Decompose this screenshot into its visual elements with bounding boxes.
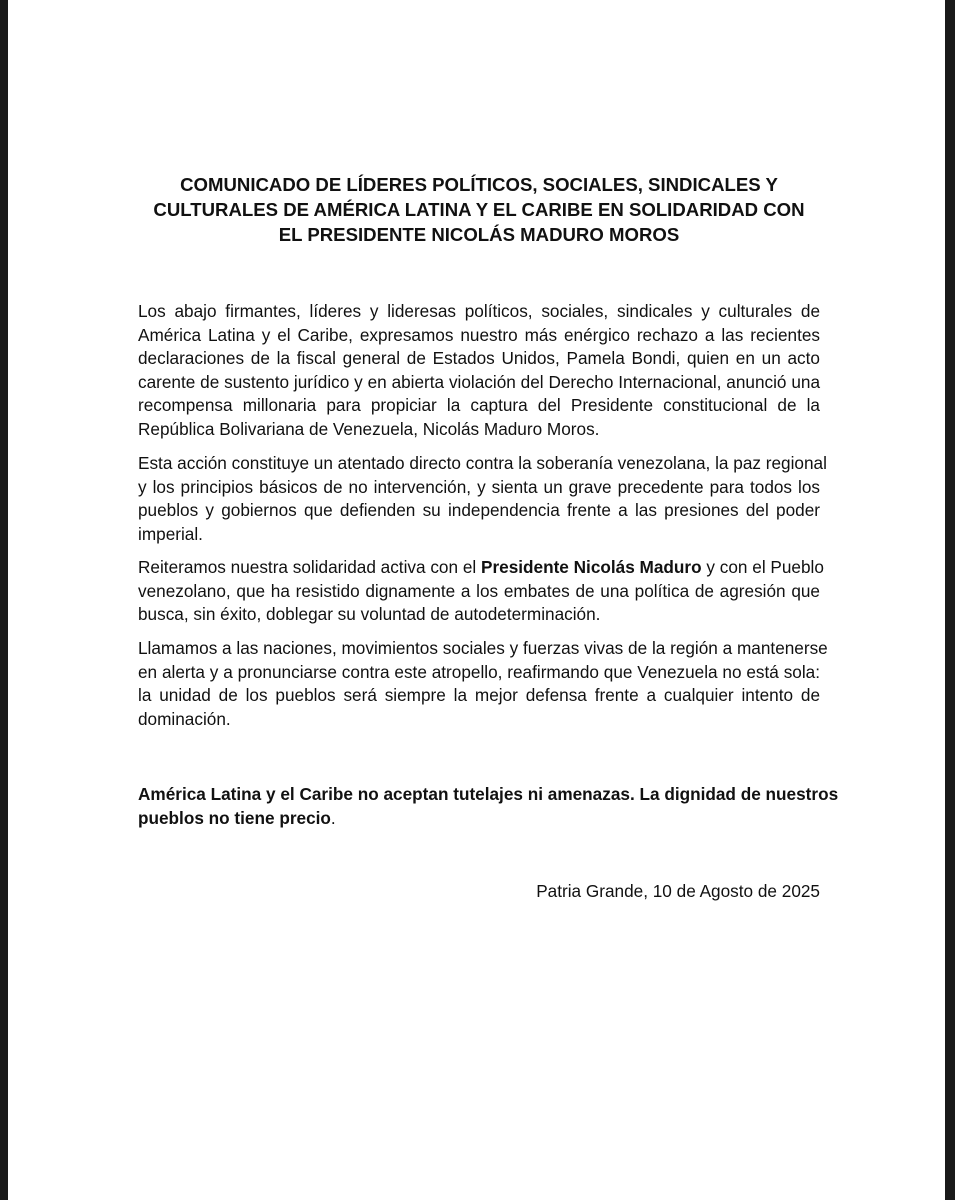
paragraph-line: dominación. xyxy=(138,708,231,729)
bold-name: Presidente Nicolás Maduro xyxy=(480,557,702,577)
left-border xyxy=(0,0,8,1200)
closing-line: América Latina y el Caribe no aceptan tutelajes ni amenazas. La dignidad de nuestros xyxy=(138,784,839,804)
closing-line xyxy=(138,807,820,831)
signoff-date: Patria Grande, 10 de Agosto de 2025 xyxy=(536,881,820,901)
paragraph-line: en alerta y a pronunciarse contra este atropello, reafirmando que Venezuela no está sola: xyxy=(138,661,820,682)
line-text: Reiteramos nuestra solidaridad activa con el xyxy=(138,557,481,577)
paragraph-line: recompensa millonaria para propiciar la captura del Presidente constitucional de la xyxy=(138,395,820,416)
closing-period: . xyxy=(330,807,336,828)
line-text: y con el Pueblo xyxy=(701,557,824,577)
title-line: EL PRESIDENTE NICOLÁS MADURO MOROS xyxy=(278,224,680,245)
document-title xyxy=(128,172,830,247)
title-line: CULTURALES DE AMÉRICA LATINA Y EL CARIBE EN SOLIDARIDAD CON xyxy=(153,199,805,220)
paragraph-line: Esta acción constituye un atentado directo contra la soberanía venezolana, la paz regional xyxy=(138,453,827,473)
title-line: COMUNICADO DE LÍDERES POLÍTICOS, SOCIALES, SINDICALES Y xyxy=(180,174,778,195)
paragraph-line: imperial. xyxy=(138,523,203,544)
paragraph-line: Llamamos a las naciones, movimientos sociales y fuerzas vivas de la región a mantenerse xyxy=(138,638,828,658)
paragraph-line: y los principios básicos de no intervención, y sienta un grave precedente para todos los xyxy=(138,476,820,497)
paragraph-line: busca, sin éxito, doblegar su voluntad de autodeterminación. xyxy=(138,604,601,625)
paragraph-solidarity xyxy=(138,556,824,627)
paragraph-sovereignty xyxy=(138,452,827,546)
paragraph-call-to-action xyxy=(138,637,828,731)
paragraph-line: la unidad de los pueblos será siempre la mejor defensa frente a cualquier intento de xyxy=(138,685,820,706)
paragraph-line: República Bolivariana de Venezuela, Nicolás Maduro Moros. xyxy=(138,418,600,439)
paragraph-line xyxy=(138,556,824,580)
paragraph-line: Los abajo firmantes, líderes y lideresas políticos, sociales, sindicales y culturales de xyxy=(138,301,820,321)
paragraph-line: declaraciones de la fiscal general de Estados Unidos, Pamela Bondi, quien en un acto xyxy=(138,348,820,369)
paragraph-line: pueblos y gobiernos que defienden su independencia frente a las presiones del poder xyxy=(138,500,820,521)
closing-bold-text: pueblos no tiene precio xyxy=(138,807,331,828)
closing-statement xyxy=(138,783,839,830)
paragraph-rejection xyxy=(138,300,820,442)
paragraph-line: América Latina y el Caribe, expresamos nuestro más enérgico rechazo a las recientes xyxy=(138,324,820,345)
right-border xyxy=(945,0,955,1200)
paragraph-line: venezolano, que ha resistido dignamente a los embates de una política de agresión que xyxy=(138,580,820,601)
paragraph-line: carente de sustento jurídico y en abierta violación del Derecho Internacional, anunció una xyxy=(138,371,820,392)
